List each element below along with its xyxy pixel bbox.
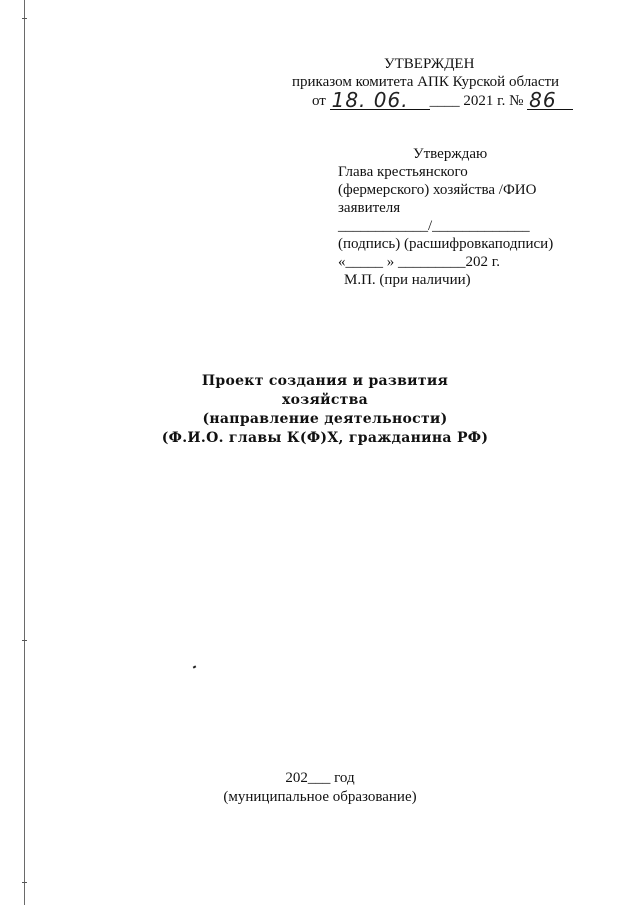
confirm-applicant: заявителя: [338, 200, 401, 216]
scan-edge-tick: [22, 882, 27, 883]
approval-stamp-block: [288, 55, 578, 110]
footer-municipality: (муниципальное образование): [223, 789, 417, 805]
confirm-date-line: «_____ » _________202 г.: [338, 254, 500, 270]
confirm-head-title: Глава крестьянского: [338, 164, 468, 180]
date-tail: ____ 2021 г. №: [429, 93, 524, 109]
signature-line: ____________/_____________: [338, 218, 530, 234]
handwritten-date: 18. 06.: [330, 91, 430, 110]
confirm-heading: Утверждаю: [413, 146, 488, 162]
document-title: [160, 372, 490, 448]
scan-speck: [193, 665, 197, 668]
approval-heading: УТВЕРЖДЕН: [384, 56, 475, 72]
approval-order-line: приказом комитета АПК Курской области: [292, 74, 560, 90]
scan-edge-tick: [22, 18, 27, 19]
signature-caption: (подпись) (расшифровкаподписи): [338, 236, 554, 252]
footer-year: 202___ год: [285, 770, 355, 786]
handwritten-order-number: 86: [527, 91, 573, 110]
date-prefix: от: [312, 93, 326, 109]
title-owner: (Ф.И.О. главы К(Ф)Х, гражданина РФ): [161, 430, 489, 446]
confirm-farm-name: (фермерского) хозяйства /ФИО: [338, 182, 537, 198]
title-main: Проект создания и развития хозяйства: [201, 373, 449, 408]
seal-note: М.П. (при наличии): [344, 272, 471, 288]
scan-edge-tick: [22, 640, 27, 641]
scan-page-edge: [24, 0, 25, 905]
confirmation-block: [338, 145, 578, 289]
title-direction: (направление деятельности): [202, 411, 448, 427]
footer-block: [200, 769, 440, 807]
approval-date-line: [312, 88, 578, 112]
